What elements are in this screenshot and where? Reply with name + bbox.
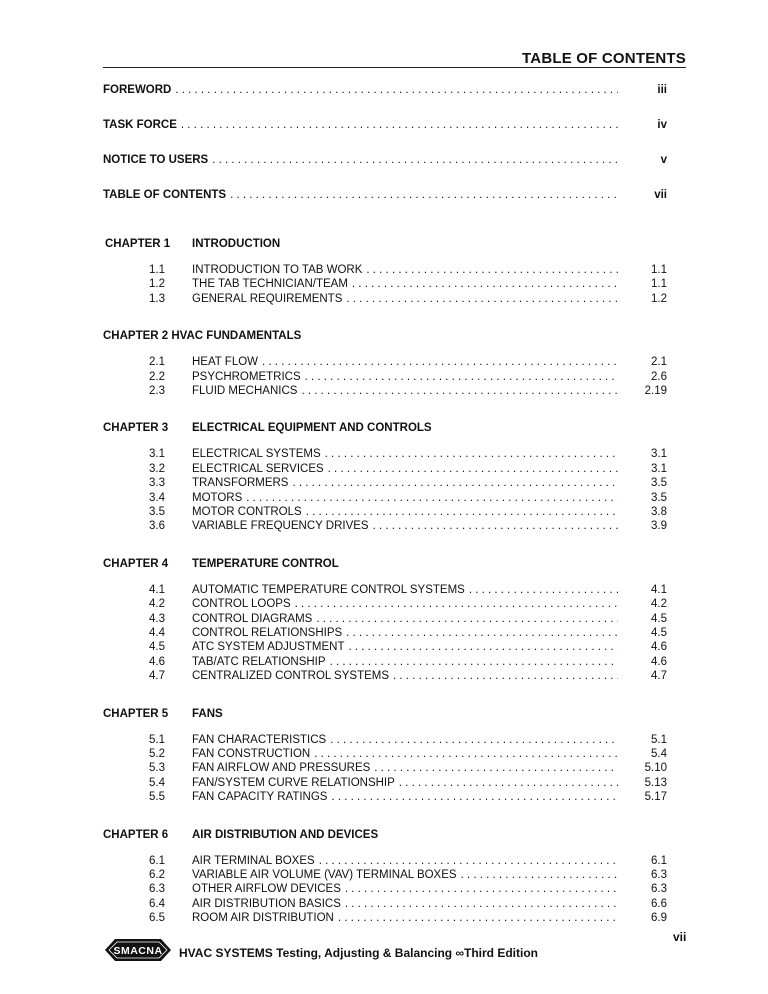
toc-entry-label: VARIABLE AIR VOLUME (VAV) TERMINAL BOXES (192, 869, 457, 881)
section-number: 5.4 (149, 776, 165, 789)
toc-entry-page: 6.9 (651, 912, 667, 925)
section-number: 3.1 (149, 448, 165, 461)
chapter-number: CHAPTER 1 (105, 238, 171, 250)
toc-entry[interactable] (192, 584, 622, 596)
toc-entry-page: 4.1 (651, 583, 667, 596)
toc-entry-label: AUTOMATIC TEMPERATURE CONTROL SYSTEMS (192, 583, 465, 596)
section-number: 1.2 (149, 278, 165, 291)
toc-entry[interactable] (192, 855, 622, 867)
front-matter-entry[interactable] (103, 119, 622, 131)
footer-page-number: vii (673, 930, 687, 944)
toc-entry[interactable] (192, 656, 622, 668)
toc-entry-label: CONTROL RELATIONSHIPS (192, 627, 343, 639)
dot-leader (319, 855, 618, 867)
dot-leader (316, 613, 618, 625)
toc-entry[interactable] (192, 598, 622, 610)
toc-entry-page: 1.2 (651, 292, 667, 305)
section-number: 4.7 (149, 670, 165, 683)
toc-entry-page: 3.1 (651, 462, 667, 475)
section-number: 2.3 (149, 385, 165, 397)
toc-entry-page: 3.9 (651, 520, 667, 533)
section-number: 6.2 (149, 869, 165, 881)
toc-entry-page: 1.1 (651, 278, 667, 291)
dot-leader (295, 598, 618, 610)
toc-entry-label: FLUID MECHANICS (192, 385, 298, 397)
dot-leader (399, 777, 618, 789)
toc-entry-label: ELECTRICAL SERVICES (192, 462, 324, 475)
toc-entry-page: 5.10 (644, 762, 667, 775)
section-number: 3.6 (149, 520, 165, 533)
dot-leader (345, 898, 618, 910)
chapter-number: CHAPTER 3 (103, 422, 169, 435)
toc-entry-label: INTRODUCTION TO TAB WORK (192, 264, 363, 276)
toc-entry-page: 5.17 (644, 791, 667, 804)
toc-entry-label: TRANSFORMERS (192, 477, 289, 490)
toc-entry[interactable] (192, 278, 622, 290)
toc-entry-label: MOTOR CONTROLS (192, 506, 302, 518)
toc-entry-page: 5.1 (651, 733, 667, 746)
logo-text: SMACNA (113, 945, 163, 957)
toc-entry[interactable] (192, 385, 622, 397)
toc-entry[interactable] (192, 492, 622, 504)
dot-leader (325, 448, 618, 460)
toc-entry[interactable] (192, 356, 622, 368)
toc-entry[interactable] (192, 883, 622, 895)
toc-entry-label: AIR TERMINAL BOXES (192, 854, 315, 867)
dot-leader (366, 264, 618, 276)
toc-entry-page: 3.8 (651, 506, 667, 518)
toc-entry-label: HEAT FLOW (192, 356, 259, 369)
section-number: 4.1 (149, 583, 165, 596)
section-number: 5.2 (149, 748, 165, 760)
toc-entry-label: OTHER AIRFLOW DEVICES (192, 883, 341, 896)
dot-leader (338, 912, 618, 924)
chapter-heading: CHAPTER 2 HVAC FUNDAMENTALS (103, 330, 302, 343)
toc-entry[interactable] (192, 791, 622, 803)
toc-entry-label: TAB/ATC RELATIONSHIP (192, 655, 326, 668)
toc-entry-page: 3.5 (651, 491, 667, 504)
front-matter-entry-page: v (660, 154, 667, 166)
section-number: 4.6 (149, 655, 165, 668)
toc-entry[interactable] (192, 670, 622, 682)
toc-entry-label: MOTORS (192, 491, 243, 504)
toc-entry-page: 5.13 (644, 776, 667, 789)
dot-leader (330, 656, 618, 668)
section-number: 1.3 (149, 292, 165, 305)
toc-entry-label: CONTROL LOOPS (192, 598, 291, 611)
toc-entry[interactable] (192, 869, 622, 881)
section-number: 3.4 (149, 491, 165, 504)
dot-leader (346, 627, 618, 639)
toc-entry-page: 5.4 (651, 748, 667, 760)
section-number: 4.4 (149, 627, 165, 639)
toc-entry-page: 4.5 (651, 612, 667, 625)
toc-entry-page: 3.1 (651, 448, 667, 461)
toc-entry[interactable] (192, 641, 622, 653)
toc-entry[interactable] (192, 371, 622, 383)
dot-leader (352, 278, 618, 290)
dot-leader (292, 477, 618, 489)
dot-leader (393, 670, 618, 682)
toc-entry-page: 6.3 (651, 869, 667, 881)
dot-leader (461, 869, 618, 881)
toc-entry-page: 4.7 (651, 670, 667, 683)
section-number: 4.3 (149, 612, 165, 625)
toc-entry-label: CONTROL DIAGRAMS (192, 612, 313, 625)
toc-entry[interactable] (192, 477, 622, 489)
toc-entry[interactable] (192, 912, 622, 924)
front-matter-entry[interactable] (103, 84, 622, 96)
toc-entry[interactable] (192, 463, 622, 475)
section-number: 5.1 (149, 733, 165, 746)
toc-entry-label: PSYCHROMETRICS (192, 370, 301, 383)
dot-leader (306, 506, 618, 518)
toc-entry[interactable] (192, 520, 622, 532)
dot-leader (175, 84, 618, 96)
toc-entry-page: 4.2 (651, 598, 667, 611)
dot-leader (314, 748, 618, 760)
toc-entry-label: ELECTRICAL SYSTEMS (192, 448, 321, 461)
section-number: 4.5 (149, 641, 165, 654)
front-matter-entry-page: iv (657, 119, 667, 131)
toc-entry-label: FAN AIRFLOW AND PRESSURES (192, 762, 371, 775)
toc-entry-label: VARIABLE FREQUENCY DRIVES (192, 520, 369, 533)
dot-leader (331, 791, 618, 803)
front-matter-entry[interactable] (103, 154, 622, 166)
dot-leader (181, 119, 618, 131)
dot-leader (230, 189, 618, 201)
chapter-title: FANS (192, 707, 223, 720)
dot-leader (305, 371, 618, 383)
section-number: 6.1 (149, 854, 165, 867)
section-number: 6.4 (149, 897, 165, 910)
dot-leader (345, 883, 618, 895)
chapter-title: ELECTRICAL EQUIPMENT AND CONTROLS (192, 422, 432, 435)
section-number: 4.2 (149, 598, 165, 611)
toc-entry-label: CENTRALIZED CONTROL SYSTEMS (192, 670, 390, 683)
section-number: 6.3 (149, 883, 165, 896)
toc-entry-label: FAN CAPACITY RATINGS (192, 791, 328, 804)
toc-entry-label: ATC SYSTEM ADJUSTMENT (192, 641, 345, 654)
dot-leader (246, 492, 618, 504)
dot-leader (349, 641, 619, 653)
toc-entry-label: FAN CHARACTERISTICS (192, 733, 327, 746)
toc-entry-page: 4.6 (651, 655, 667, 668)
toc-entry[interactable] (192, 506, 622, 518)
section-number: 2.1 (149, 356, 165, 369)
toc-entry-label: FAN/SYSTEM CURVE RELATIONSHIP (192, 776, 395, 789)
chapter-title: INTRODUCTION (192, 238, 281, 250)
front-matter-entry[interactable] (103, 189, 622, 201)
toc-entry[interactable] (192, 293, 622, 305)
toc-entry[interactable] (192, 762, 622, 774)
section-number: 3.2 (149, 462, 165, 475)
toc-entry-page: 6.3 (651, 883, 667, 896)
toc-entry-label: AIR DISTRIBUTION BASICS (192, 897, 341, 910)
section-number: 1.1 (149, 264, 165, 276)
toc-entry[interactable] (192, 627, 622, 639)
toc-entry[interactable] (192, 448, 622, 460)
footer (103, 936, 663, 966)
toc-entry-page: 3.5 (651, 477, 667, 490)
chapter-number: CHAPTER 4 (103, 557, 169, 570)
section-number: 5.5 (149, 791, 165, 804)
page-title: TABLE OF CONTENTS (522, 50, 686, 67)
toc-entry[interactable] (192, 898, 622, 910)
toc-entry-label: THE TAB TECHNICIAN/TEAM (192, 278, 348, 291)
toc-entry[interactable] (192, 777, 622, 789)
toc-entry[interactable] (192, 264, 622, 276)
section-number: 5.3 (149, 762, 165, 775)
front-matter-entry-page: vii (654, 189, 667, 201)
dot-leader (373, 520, 618, 532)
toc-entry-page: 6.6 (651, 897, 667, 910)
section-number: 2.2 (149, 370, 165, 383)
chapter-title: AIR DISTRIBUTION AND DEVICES (192, 828, 379, 841)
title-rule (103, 67, 686, 68)
smacna-logo (103, 936, 173, 964)
footer-text: HVAC SYSTEMS Testing, Adjusting & Balancing ∞Third Edition (179, 946, 539, 960)
dot-leader (212, 154, 618, 166)
dot-leader (346, 293, 618, 305)
dot-leader (469, 584, 618, 596)
dot-leader (301, 385, 618, 397)
toc-entry-label: GENERAL REQUIREMENTS (192, 292, 343, 305)
section-number: 3.5 (149, 506, 165, 518)
toc-entry-page: 6.1 (651, 854, 667, 867)
dot-leader (374, 762, 618, 774)
front-matter-entry-label: TABLE OF CONTENTS (103, 189, 227, 201)
toc-entry[interactable] (192, 748, 622, 760)
dot-leader (330, 734, 618, 746)
dot-leader (328, 463, 618, 475)
chapter-title: TEMPERATURE CONTROL (192, 557, 339, 570)
chapter-number: CHAPTER 5 (103, 707, 169, 720)
toc-entry[interactable] (192, 613, 622, 625)
toc-entry[interactable] (192, 734, 622, 746)
front-matter-entry-page: iii (657, 84, 667, 96)
dot-leader (262, 356, 618, 368)
toc-entry-page: 1.1 (651, 264, 667, 276)
toc-entry-page: 2.19 (644, 385, 667, 397)
front-matter-entry-label: NOTICE TO USERS (103, 154, 209, 166)
front-matter-entry-label: TASK FORCE (103, 119, 177, 131)
chapter-number: CHAPTER 6 (103, 828, 169, 841)
toc-entry-page: 4.6 (651, 641, 667, 654)
toc-entry-label: ROOM AIR DISTRIBUTION (192, 912, 334, 925)
toc-entry-page: 2.6 (651, 370, 667, 383)
section-number: 3.3 (149, 477, 165, 490)
toc-entry-label: FAN CONSTRUCTION (192, 748, 311, 760)
front-matter-entry-label: FOREWORD (103, 84, 172, 96)
toc-entry-page: 2.1 (651, 356, 667, 369)
section-number: 6.5 (149, 912, 165, 925)
toc-entry-page: 4.5 (651, 627, 667, 639)
